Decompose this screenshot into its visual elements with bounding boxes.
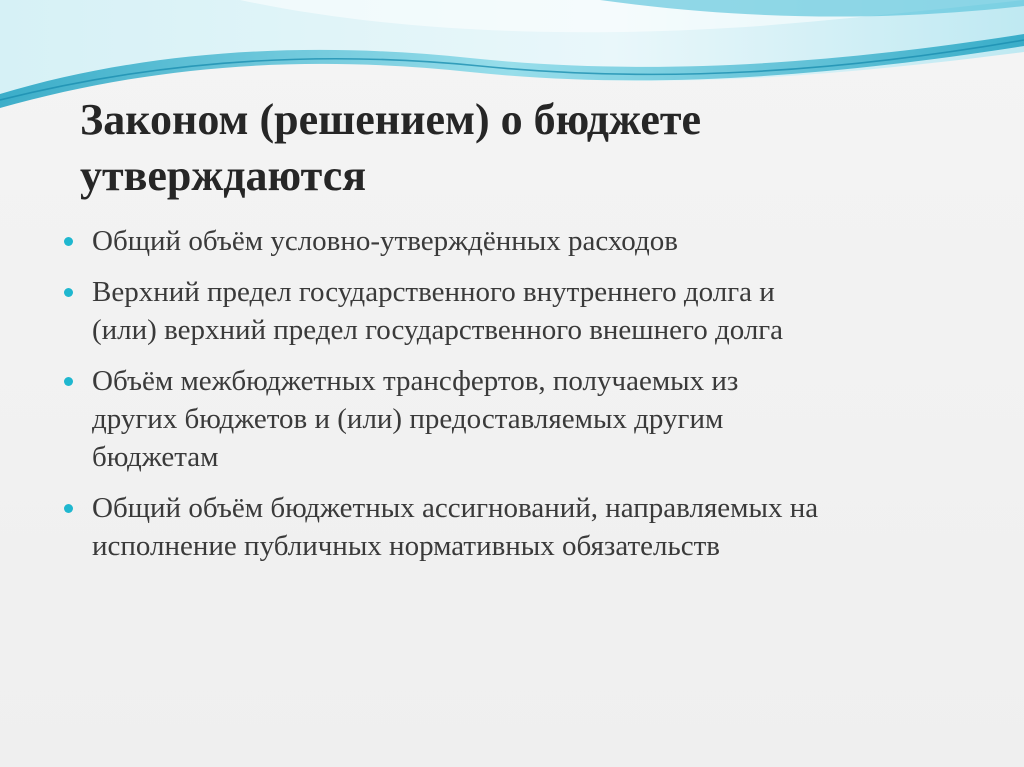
bullet-item-2 xyxy=(62,273,962,349)
slide-title xyxy=(80,92,960,204)
bullet-icon xyxy=(64,288,73,297)
bullet-icon xyxy=(64,504,73,513)
slide-title-line-1: Законом (решением) о бюджете xyxy=(80,95,702,144)
bullet-text-3-line-2: других бюджетов и (или) предоставляемых другим xyxy=(92,403,724,435)
bullet-text-2-line-2: (или) верхний предел государственного внешнего долга xyxy=(92,314,784,346)
bullet-text-2-line-1: Верхний предел государственного внутреннего долга и xyxy=(92,276,775,308)
slide-title-line-2: утверждаются xyxy=(80,151,367,200)
bullet-item-1 xyxy=(62,222,962,260)
bullet-text-4-line-2: исполнение публичных нормативных обязательств xyxy=(92,530,720,562)
bullet-text-4-line-1: Общий объём бюджетных ассигнований, направляемых на xyxy=(92,492,819,524)
bullet-text-1-line-1: Общий объём условно-утверждённых расходов xyxy=(92,225,678,257)
bullet-icon xyxy=(64,237,73,246)
bullet-item-4 xyxy=(62,489,962,565)
bullet-list xyxy=(62,222,962,578)
bullet-text-3-line-1: Объём межбюджетных трансфертов, получаемых из xyxy=(92,365,739,397)
bullet-icon xyxy=(64,377,73,386)
bullet-item-3 xyxy=(62,362,962,476)
bullet-text-3-line-3: бюджетам xyxy=(92,441,219,473)
